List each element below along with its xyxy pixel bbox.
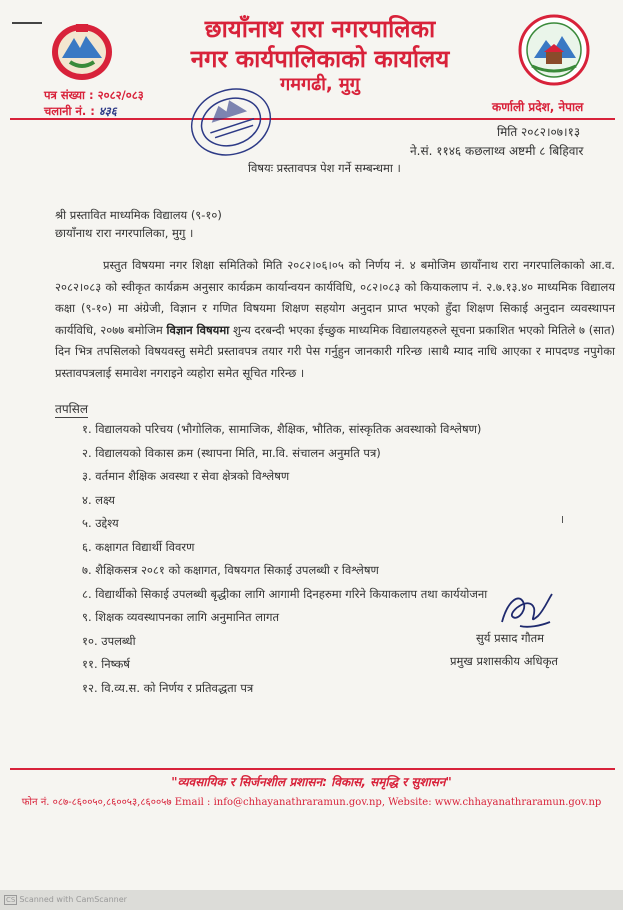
list-item: ११. निष्कर्ष [82,657,130,671]
office-location: गमगढी, मुगु [280,74,360,95]
watermark-text: Scanned with CamScanner [19,895,127,904]
municipality-logo-icon [516,12,592,88]
list-item: १२. वि.व्य.स. को निर्णय र प्रतिवद्धता पत्र [82,680,254,695]
footer-divider [10,768,615,770]
letter-subject: विषयः प्रस्तावपत्र पेश गर्ने सम्बन्धमा । [248,161,401,175]
dispatch-number [44,104,117,119]
list-item: ८. विद्यार्थीको सिकाई उपलब्धी बृद्धीका लागि आगामी दिनहरुमा गरिने कियाकलाप तथा कार्ययोजना [82,586,488,601]
body-text-part-2: शुन्य दरबन्दी भएका ईच्छुक माध्यमिक विद्यालयहरुले सूचना प्रकाशित भएको मितिले ७ (सात) दिन भित्र तपसिलको विषयवस्तु समेटी प्रस्तावपत्र तयार गरी पेस गर्नुहुन जानकारी गरिन्छ ।साथै म्याद नाधि आएका र मापदण्ड नपुगेका प्रस्तावपत्रलाई समावेश नगराइने व्यहोरा समेत सूचित गरिन्छ । [55,322,616,380]
list-item: ९. शिक्षक व्यवस्थापनका लागि अनुमानित लागत [82,610,280,624]
nepal-emblem-icon [46,16,118,84]
signatory-title: प्रमुख प्रशासकीय अधिकृत [450,654,558,668]
body-bold-subject: विज्ञान विषयमा [166,322,230,337]
tapasil-list [82,418,487,700]
list-item: ३. वर्तमान शैक्षिक अवस्था र सेवा क्षेत्रको विश्लेषण [82,469,290,483]
list-item: २. विद्यालयको विकास क्रम (स्थापना मिति, मा.वि. संचालन अनुमति पत्र) [82,445,381,460]
header-divider [10,118,615,120]
signatory-name: सुर्य प्रसाद गौतम [476,631,545,645]
letter-number: पत्र संख्या : २०८२/०८३ [44,88,144,102]
signature-icon [490,586,560,634]
dispatch-label: चलानी नं. : [44,104,95,118]
province-label: कर्णाली प्रदेश, नेपाल [492,100,584,114]
office-stamp-icon [186,82,276,162]
recipient-line-2: छायाँनाथ रारा नगरपालिका, मुगु । [55,226,194,240]
list-item: ६. कक्षागत विद्यार्थी विवरण [82,539,195,554]
nepal-era-date: ने.सं. ११४६ कछलाथ्व अष्टमी ८ बिहिवार [410,144,584,158]
footer-contact: फोन नं. ०८७-८६००५०,८६००५३,८६००५७ Email : info@chhayanathraramun.gov.np, Website: www.chhayanathraramun.gov.np [21,797,602,808]
municipality-name: छायाँनाथ रारा नगरपालिका [204,15,436,43]
list-item: १. विद्यालयको परिचय (भौगोलिक, सामाजिक, शैक्षिक, भौतिक, सांस्कृतिक अवस्थाको विश्लेषण) [82,422,482,436]
stray-mark [562,516,563,523]
list-item: ४. लक्ष्य [82,492,115,507]
dispatch-value: ४३६ [98,104,117,118]
tapasil-heading: तपसिल [55,402,89,416]
list-item: ७. शैक्षिकसत्र २०८१ को कक्षागत, विषयगत सिकाई उपलब्धी र विश्लेषण [82,563,379,577]
recipient-line-1: श्री प्रस्तावित माध्यमिक विद्यालय (९-१०) [55,208,222,222]
list-item: ५. उद्देश्य [82,516,119,530]
scanner-watermark [4,895,127,905]
letter-body [55,255,615,384]
list-item: १०. उपलब्धी [82,633,136,648]
body-text-part-1: प्रस्तुत विषयमा नगर शिक्षा समितिको मिति २०८२।०६।०५ को निर्णय नं. ४ बमोजिम छायाँनाथ रारा नगरपालिकाको आ.व. २०८२।०८३ को स्वीकृत कार्यक्रम अनुसार कार्यक्रम कार्यान्वयन कार्यविधि, ०८२।०८३ को कियाकलाप नं. २.७.१३.४० माध्यमिक विद्यालय कक्षा (९-१०) मा अंग्रेजी, विज्ञान र गणित विषयमा शिक्षण सहयोग अनुदान प्राप्त भएको हुँदा शिक्षण सिकाई अनुदान व्यवस्थापन कार्यविधि, २०७७ बमोजिम [55,258,615,337]
camscanner-icon: CS [6,896,16,904]
letter-date: मिति २०८२।०७।१३ [497,125,581,139]
office-name: नगर कार्यपालिकाको कार्यालय [190,45,450,73]
footer-slogan: "व्यवसायिक र सिर्जनशील प्रशासन: विकास, समृद्धि र सुशासन" [171,775,452,789]
pen-mark [12,22,42,24]
